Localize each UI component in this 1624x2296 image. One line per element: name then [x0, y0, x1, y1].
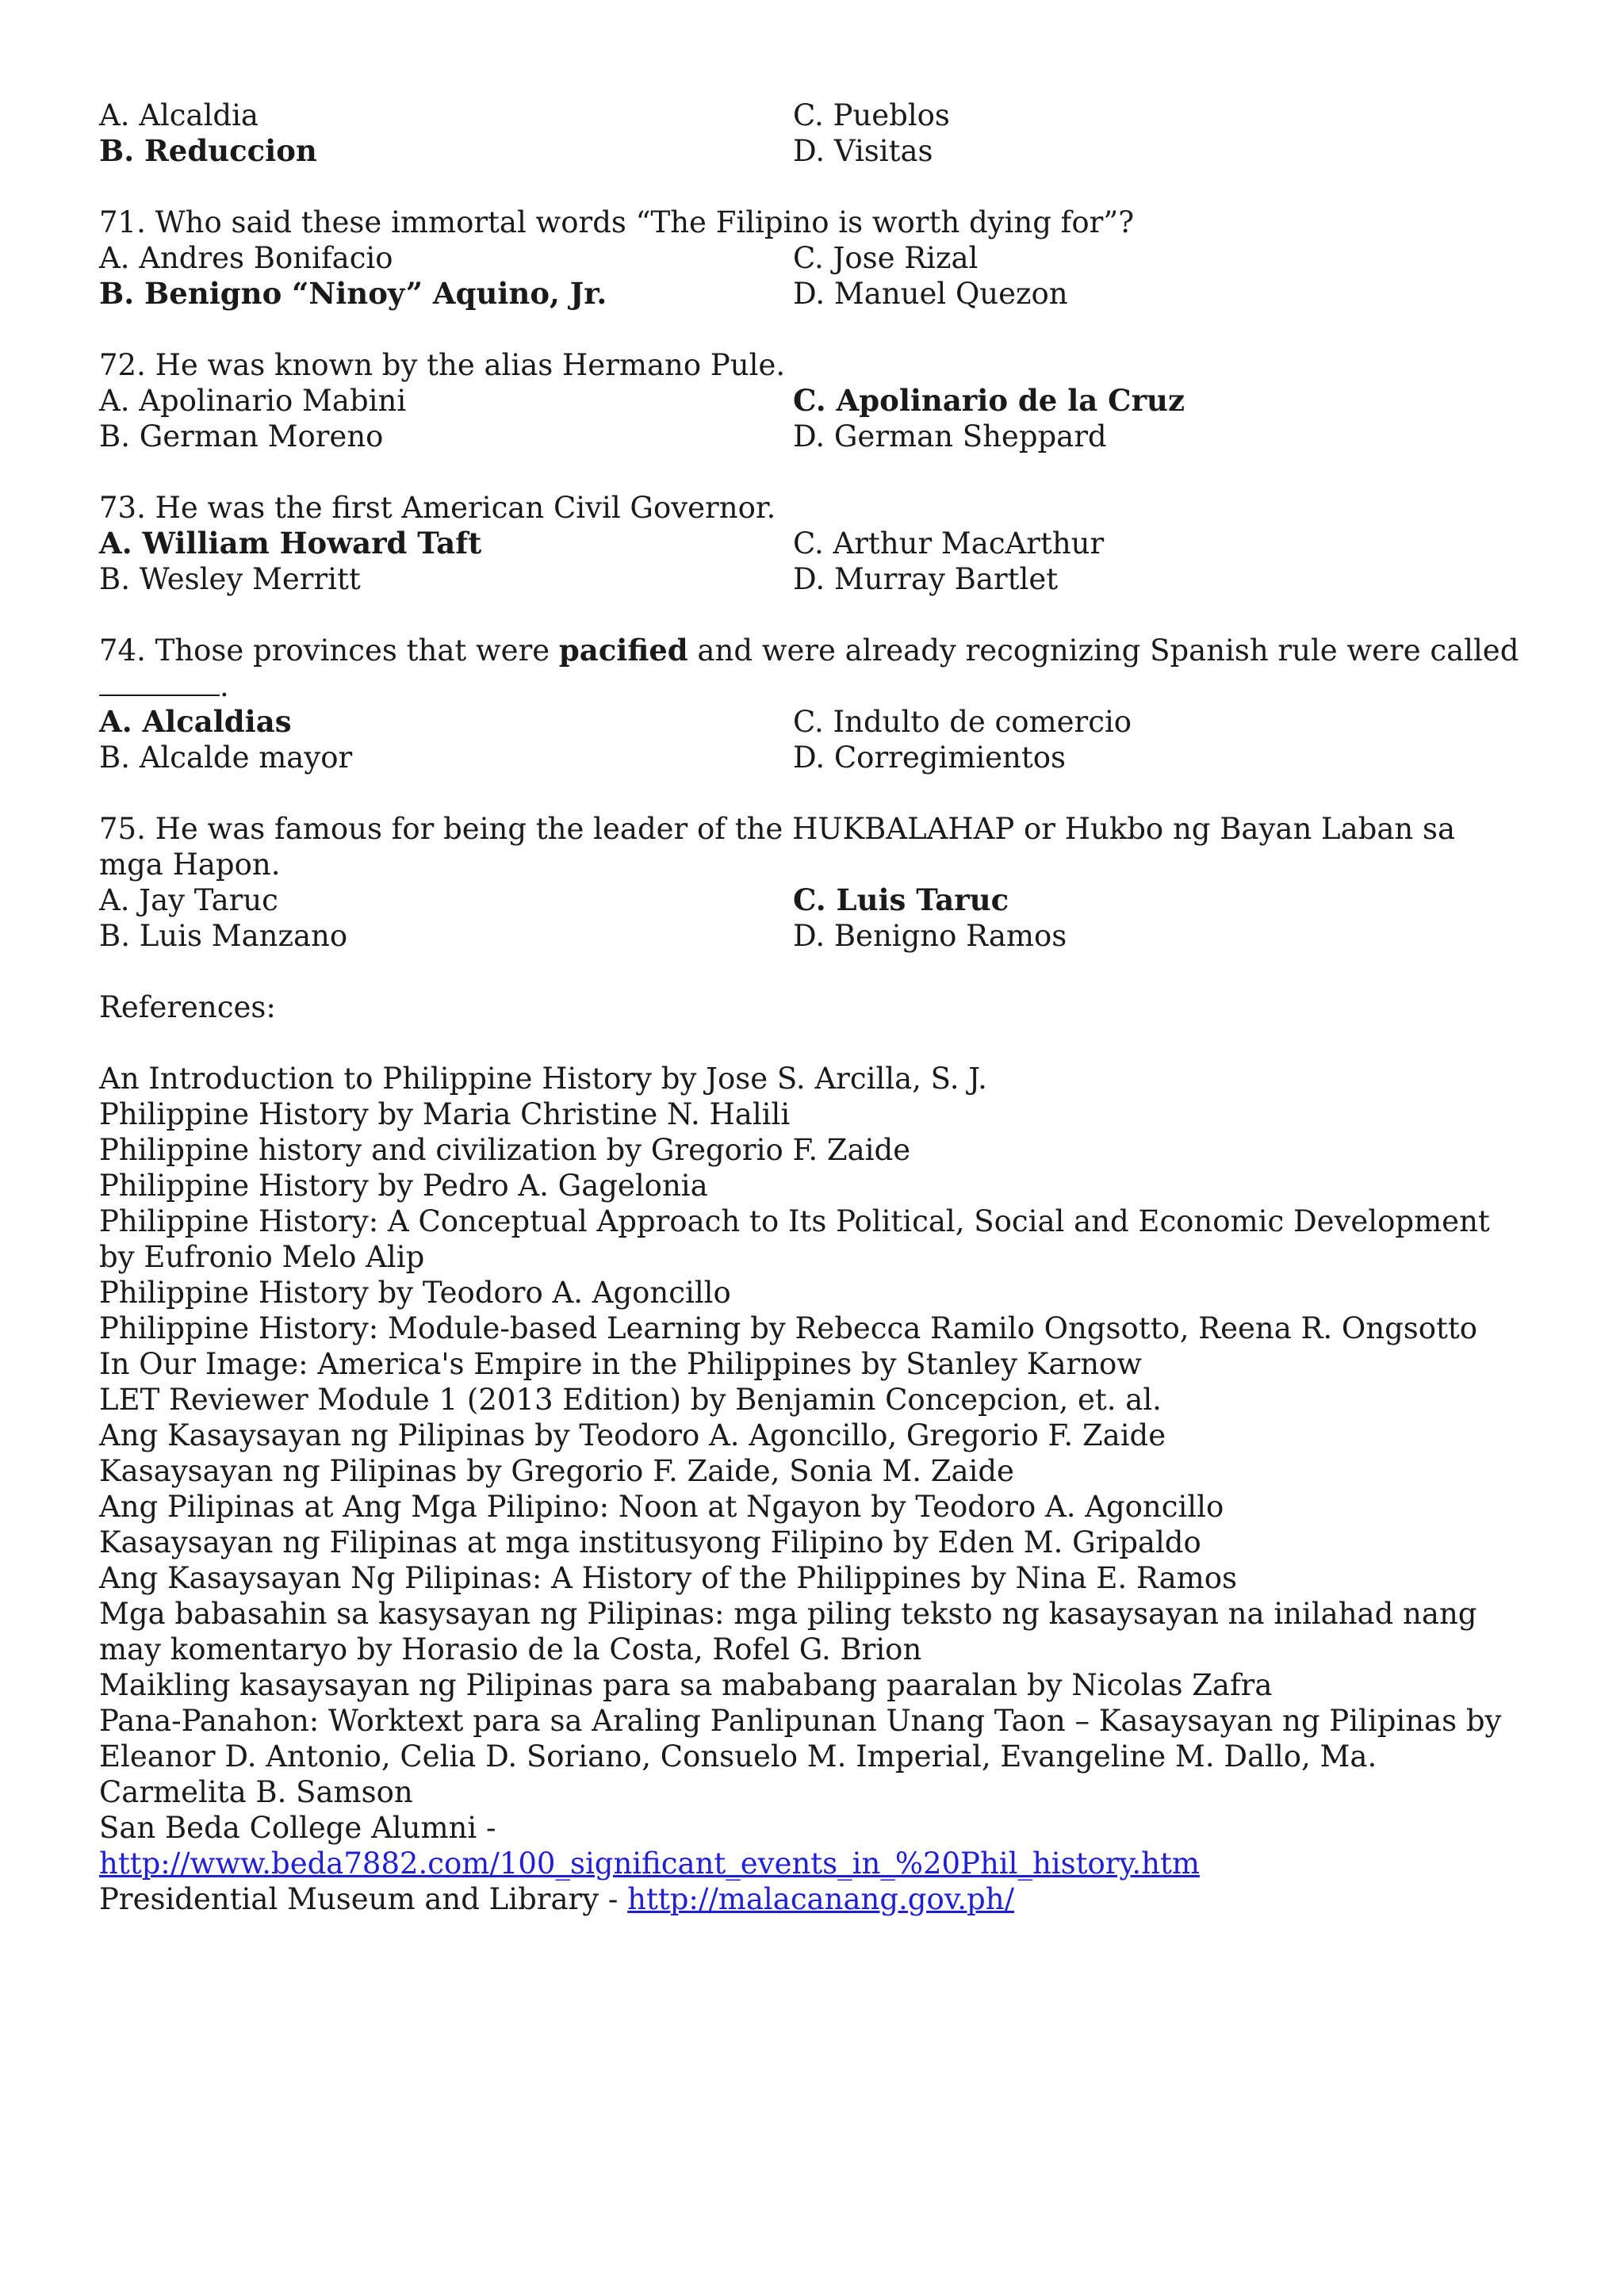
- q74-options-row-1: [99, 704, 1526, 740]
- q74-question-pre: 74. Those provinces that were: [99, 633, 559, 668]
- reference-item: An Introduction to Philippine History by Jose S. Arcilla, S. J.: [99, 1062, 987, 1096]
- q74-question-end: .: [220, 669, 229, 703]
- q70-options-row-1: [99, 98, 1526, 133]
- reference-item: Philippine history and civilization by Gregorio F. Zaide: [99, 1133, 911, 1167]
- q74-option-b: B. Alcalde mayor: [99, 740, 353, 775]
- reference-item: Kasaysayan ng Filipinas at mga institusyong Filipino by Eden M. Gripaldo: [99, 1525, 1201, 1559]
- reference-item: Philippine History: A Conceptual Approach to Its Political, Social and Economic Development by Eufronio Melo Alip: [99, 1204, 1490, 1274]
- reference-item: Philippine History by Pedro A. Gagelonia: [99, 1169, 708, 1203]
- q74-options-row-2: [99, 740, 1526, 775]
- q74-option-c: C. Indulto de comercio: [793, 705, 1132, 739]
- q72-option-a: A. Apolinario Mabini: [99, 384, 407, 418]
- q72-option-b: B. German Moreno: [99, 419, 384, 453]
- san-beda-link[interactable]: http://www.beda7882.com/100_significant_events_in_%20Phil_history.htm: [99, 1846, 1200, 1881]
- spacer: [99, 312, 1526, 347]
- q70-option-a: A. Alcaldia: [99, 98, 259, 132]
- references-list: [99, 1061, 1526, 1810]
- q75-question: 75. He was famous for being the leader of the HUKBALAHAP or Hukbo ng Bayan Laban sa mga Hapon.: [99, 812, 1456, 882]
- q75-option-a: A. Jay Taruc: [99, 883, 278, 917]
- q71-option-d: D. Manuel Quezon: [793, 277, 1068, 311]
- reference-item: Philippine History by Maria Christine N. Halili: [99, 1097, 791, 1131]
- reference-item: Ang Kasaysayan Ng Pilipinas: A History of the Philippines by Nina E. Ramos: [99, 1561, 1237, 1595]
- spacer: [99, 597, 1526, 633]
- q74-option-d: D. Corregimientos: [793, 740, 1067, 775]
- malacanang-link[interactable]: http://malacanang.gov.ph/: [627, 1882, 1014, 1916]
- reference-item: Philippine History: Module-based Learning by Rebecca Ramilo Ongsotto, Reena R. Ongsotto: [99, 1311, 1478, 1345]
- q72-question: 72. He was known by the alias Hermano Pule.: [99, 348, 786, 382]
- q75-options-row-1: [99, 882, 1526, 918]
- q71-question: 71. Who said these immortal words “The Filipino is worth dying for”?: [99, 205, 1135, 239]
- q75-option-d: D. Benigno Ramos: [793, 919, 1067, 953]
- q71-options-row-1: [99, 240, 1526, 276]
- q73-option-c: C. Arthur MacArthur: [793, 526, 1105, 561]
- q70-options-row-2: [99, 133, 1526, 169]
- q72-option-d: D. German Sheppard: [793, 419, 1107, 453]
- reference-museum-label: Presidential Museum and Library -: [99, 1882, 628, 1916]
- spacer: [99, 1025, 1526, 1061]
- reference-item: LET Reviewer Module 1 (2013 Edition) by Benjamin Concepcion, et. al.: [99, 1383, 1162, 1417]
- q75-option-c-answer: C. Luis Taruc: [793, 882, 1009, 917]
- q74-question-bold: pacified: [558, 633, 688, 668]
- spacer: [99, 775, 1526, 811]
- spacer: [99, 454, 1526, 490]
- q71-option-a: A. Andres Bonifacio: [99, 241, 393, 275]
- reference-san-beda: [99, 1810, 1526, 1881]
- q72-options-row-2: [99, 419, 1526, 454]
- document-page: [99, 98, 1526, 1917]
- q71-option-c: C. Jose Rizal: [793, 241, 979, 275]
- q74-option-a-answer: A. Alcaldias: [99, 704, 292, 739]
- q74-question: [99, 633, 1526, 704]
- reference-item: Kasaysayan ng Pilipinas by Gregorio F. Zaide, Sonia M. Zaide: [99, 1454, 1014, 1488]
- reference-item: Pana-Panahon: Worktext para sa Araling Panlipunan Unang Taon – Kasaysayan ng Pilipinas by Eleanor D. Antonio, Celia D. Soriano, Consuelo M. Imperial, Evangeline M. Dallo, Ma. Carmelita B. Samson: [99, 1704, 1502, 1809]
- reference-presidential-museum: [99, 1881, 1526, 1917]
- reference-item: Philippine History by Teodoro A. Agoncillo: [99, 1276, 731, 1310]
- q72-option-c-answer: C. Apolinario de la Cruz: [793, 383, 1185, 418]
- answer-blank: [99, 669, 220, 696]
- q73-option-b: B. Wesley Merritt: [99, 562, 361, 596]
- reference-item: Maikling kasaysayan ng Pilipinas para sa mababang paaralan by Nicolas Zafra: [99, 1668, 1273, 1702]
- spacer: [99, 954, 1526, 989]
- reference-item: In Our Image: America's Empire in the Philippines by Stanley Karnow: [99, 1347, 1142, 1381]
- q70-option-b-answer: B. Reduccion: [99, 133, 317, 168]
- reference-item: Mga babasahin sa kasysayan ng Pilipinas: mga piling teksto ng kasaysayan na inilahad nang may komentaryo by Horasio de la Costa, Rofel G. Brion: [99, 1597, 1477, 1667]
- spacer: [99, 169, 1526, 205]
- q70-option-c: C. Pueblos: [793, 98, 950, 132]
- q74-question-post: and were already recognizing Spanish rule were called: [688, 633, 1519, 668]
- reference-item: Ang Kasaysayan ng Pilipinas by Teodoro A. Agoncillo, Gregorio F. Zaide: [99, 1418, 1166, 1452]
- q73-options-row-1: [99, 526, 1526, 561]
- q73-options-row-2: [99, 561, 1526, 597]
- q73-option-d: D. Murray Bartlet: [793, 562, 1059, 596]
- q70-option-d: D. Visitas: [793, 134, 933, 168]
- q75-options-row-2: [99, 918, 1526, 954]
- q75-option-b: B. Luis Manzano: [99, 919, 348, 953]
- q72-options-row-1: [99, 383, 1526, 419]
- q73-option-a-answer: A. William Howard Taft: [99, 526, 482, 561]
- q71-option-b-answer: B. Benigno “Ninoy” Aquino, Jr.: [99, 276, 607, 311]
- references-heading: References:: [99, 990, 276, 1024]
- reference-san-beda-label: San Beda College Alumni -: [99, 1811, 496, 1845]
- q73-question: 73. He was the first American Civil Governor.: [99, 491, 776, 525]
- q71-options-row-2: [99, 276, 1526, 312]
- reference-item: Ang Pilipinas at Ang Mga Pilipino: Noon at Ngayon by Teodoro A. Agoncillo: [99, 1490, 1224, 1524]
